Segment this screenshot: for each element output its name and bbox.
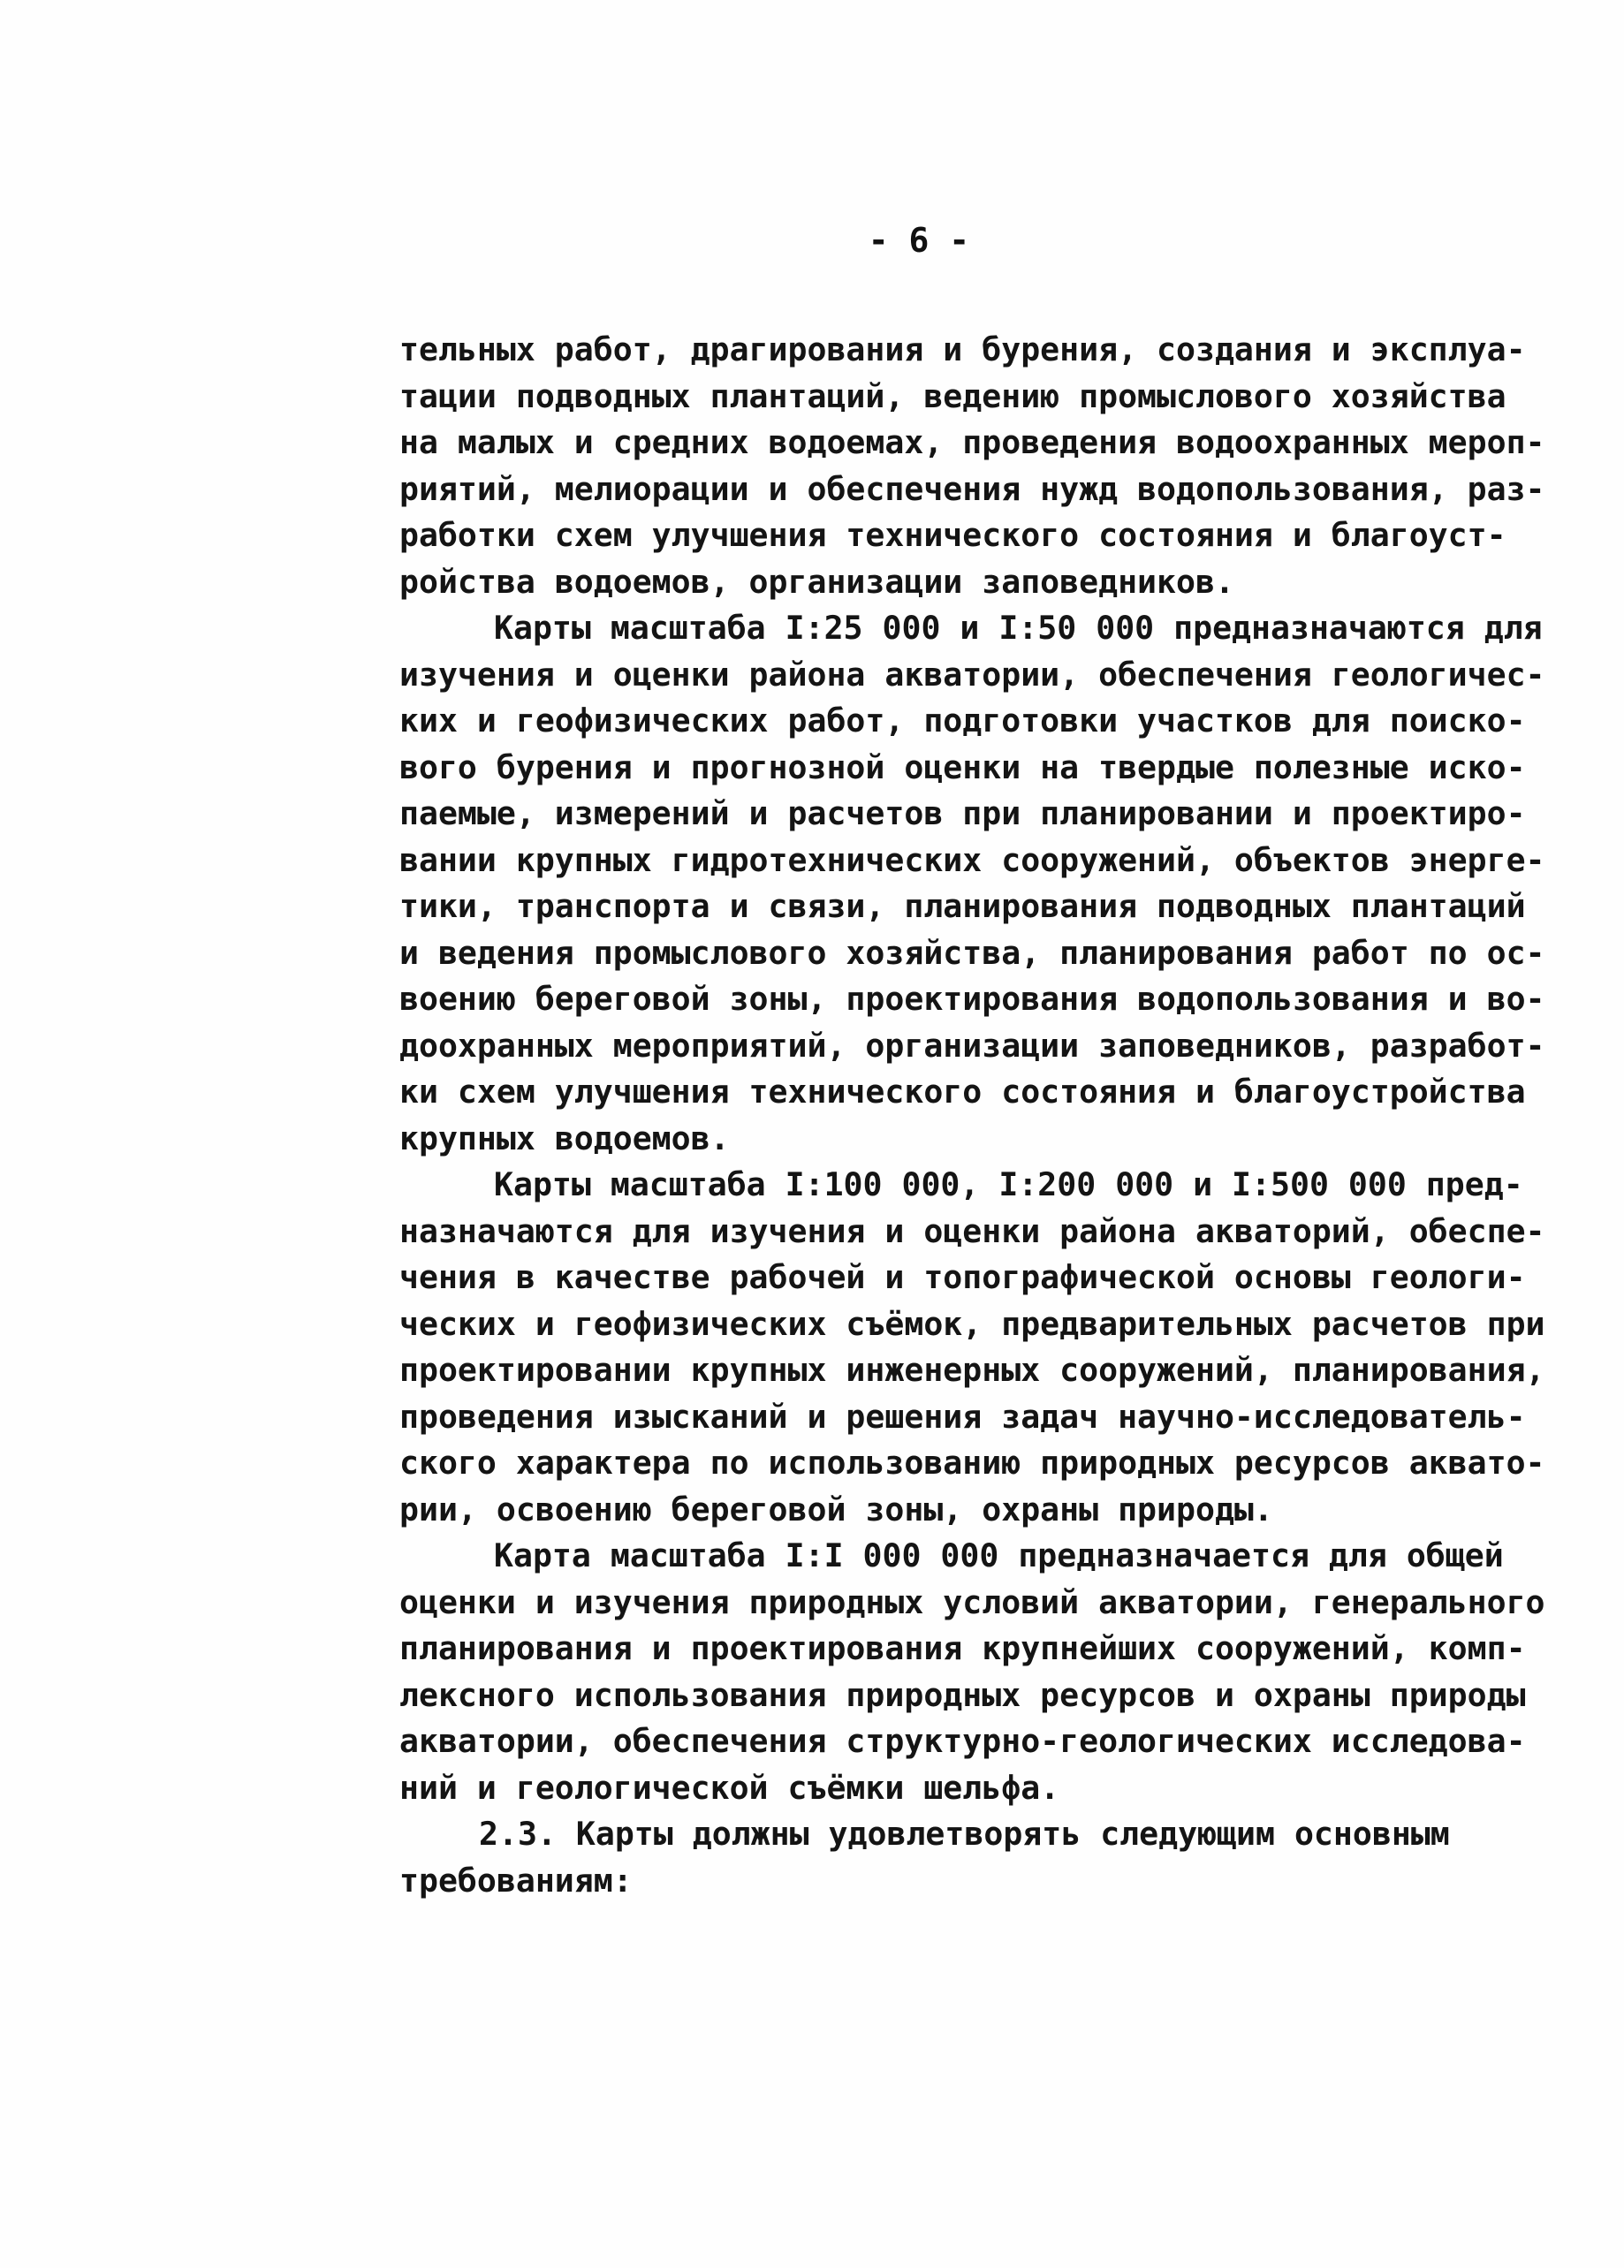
text-line: лексного использования природных ресурсов и охраны природы	[399, 1675, 1526, 1714]
text-line: чения в качестве рабочей и топографической основы геологи-	[399, 1258, 1526, 1296]
text-line: ройства водоемов, организации заповедников.	[399, 562, 1234, 601]
text-line: крупных водоемов.	[399, 1119, 730, 1157]
text-line: рии, освоению береговой зоны, охраны природы.	[399, 1490, 1273, 1528]
text-line: вании крупных гидротехнических сооружений, объектов энерге-	[399, 840, 1545, 879]
text-line: ки схем улучшения технического состояния и благоустройства	[399, 1073, 1526, 1111]
text-line: тельных работ, драгирования и бурения, создания и эксплуа-	[399, 330, 1526, 368]
page-number: - 6 -	[868, 221, 970, 260]
text-line: назначаются для изучения и оценки района акваторий, обеспе-	[399, 1211, 1545, 1250]
paragraph-start-line: Карта масштаба I:I 000 000 предназначается для общей	[494, 1536, 1504, 1574]
text-line: планирования и проектирования крупнейших сооружений, комп-	[399, 1629, 1526, 1667]
text-line: паемые, измерений и расчетов при планировании и проектиро-	[399, 794, 1526, 832]
text-line: и ведения промыслового хозяйства, планирования работ по ос-	[399, 933, 1545, 972]
text-line: риятий, мелиорации и обеспечения нужд водопользования, раз-	[399, 469, 1545, 508]
text-line: на малых и средних водоемах, проведения водоохранных мероп-	[399, 423, 1545, 461]
text-line: проведения изысканий и решения задач научно-исследователь-	[399, 1397, 1526, 1436]
text-line: ких и геофизических работ, подготовки участков для поиско-	[399, 702, 1526, 740]
text-line: ского характера по использованию природных ресурсов аквато-	[399, 1444, 1545, 1482]
body-text	[399, 327, 1545, 1904]
text-line: проектировании крупных инженерных сооружений, планирования,	[399, 1351, 1545, 1389]
text-line: воению береговой зоны, проектирования водопользования и во-	[399, 980, 1545, 1018]
text-line: вого бурения и прогнозной оценки на твердые полезные иско-	[399, 747, 1526, 786]
text-line: акватории, обеспечения структурно-геологических исследова-	[399, 1722, 1526, 1760]
section-heading-line: 2.3. Карты должны удовлетворять следующим основным	[479, 1815, 1450, 1853]
paragraph-start-line: Карты масштаба I:100 000, I:200 000 и I:500 000 пред-	[494, 1165, 1523, 1203]
text-line: оценки и изучения природных условий акватории, генерального	[399, 1582, 1545, 1621]
text-line: доохранных мероприятий, организации заповедников, разработ-	[399, 1026, 1545, 1065]
text-line: работки схем улучшения технического состояния и благоуст-	[399, 516, 1506, 554]
text-line: требованиям:	[399, 1861, 633, 1900]
text-line: ний и геологической съёмки шельфа.	[399, 1768, 1060, 1807]
text-line: тики, транспорта и связи, планирования подводных плантаций	[399, 887, 1526, 925]
text-line: изучения и оценки района акватории, обеспечения геологичес-	[399, 655, 1545, 694]
paragraph-start-line: Карты масштаба I:25 000 и I:50 000 предназначаются для	[494, 609, 1543, 647]
text-line: тации подводных плантаций, ведению промыслового хозяйства	[399, 376, 1506, 415]
text-line: ческих и геофизических съёмок, предварительных расчетов при	[399, 1304, 1545, 1343]
